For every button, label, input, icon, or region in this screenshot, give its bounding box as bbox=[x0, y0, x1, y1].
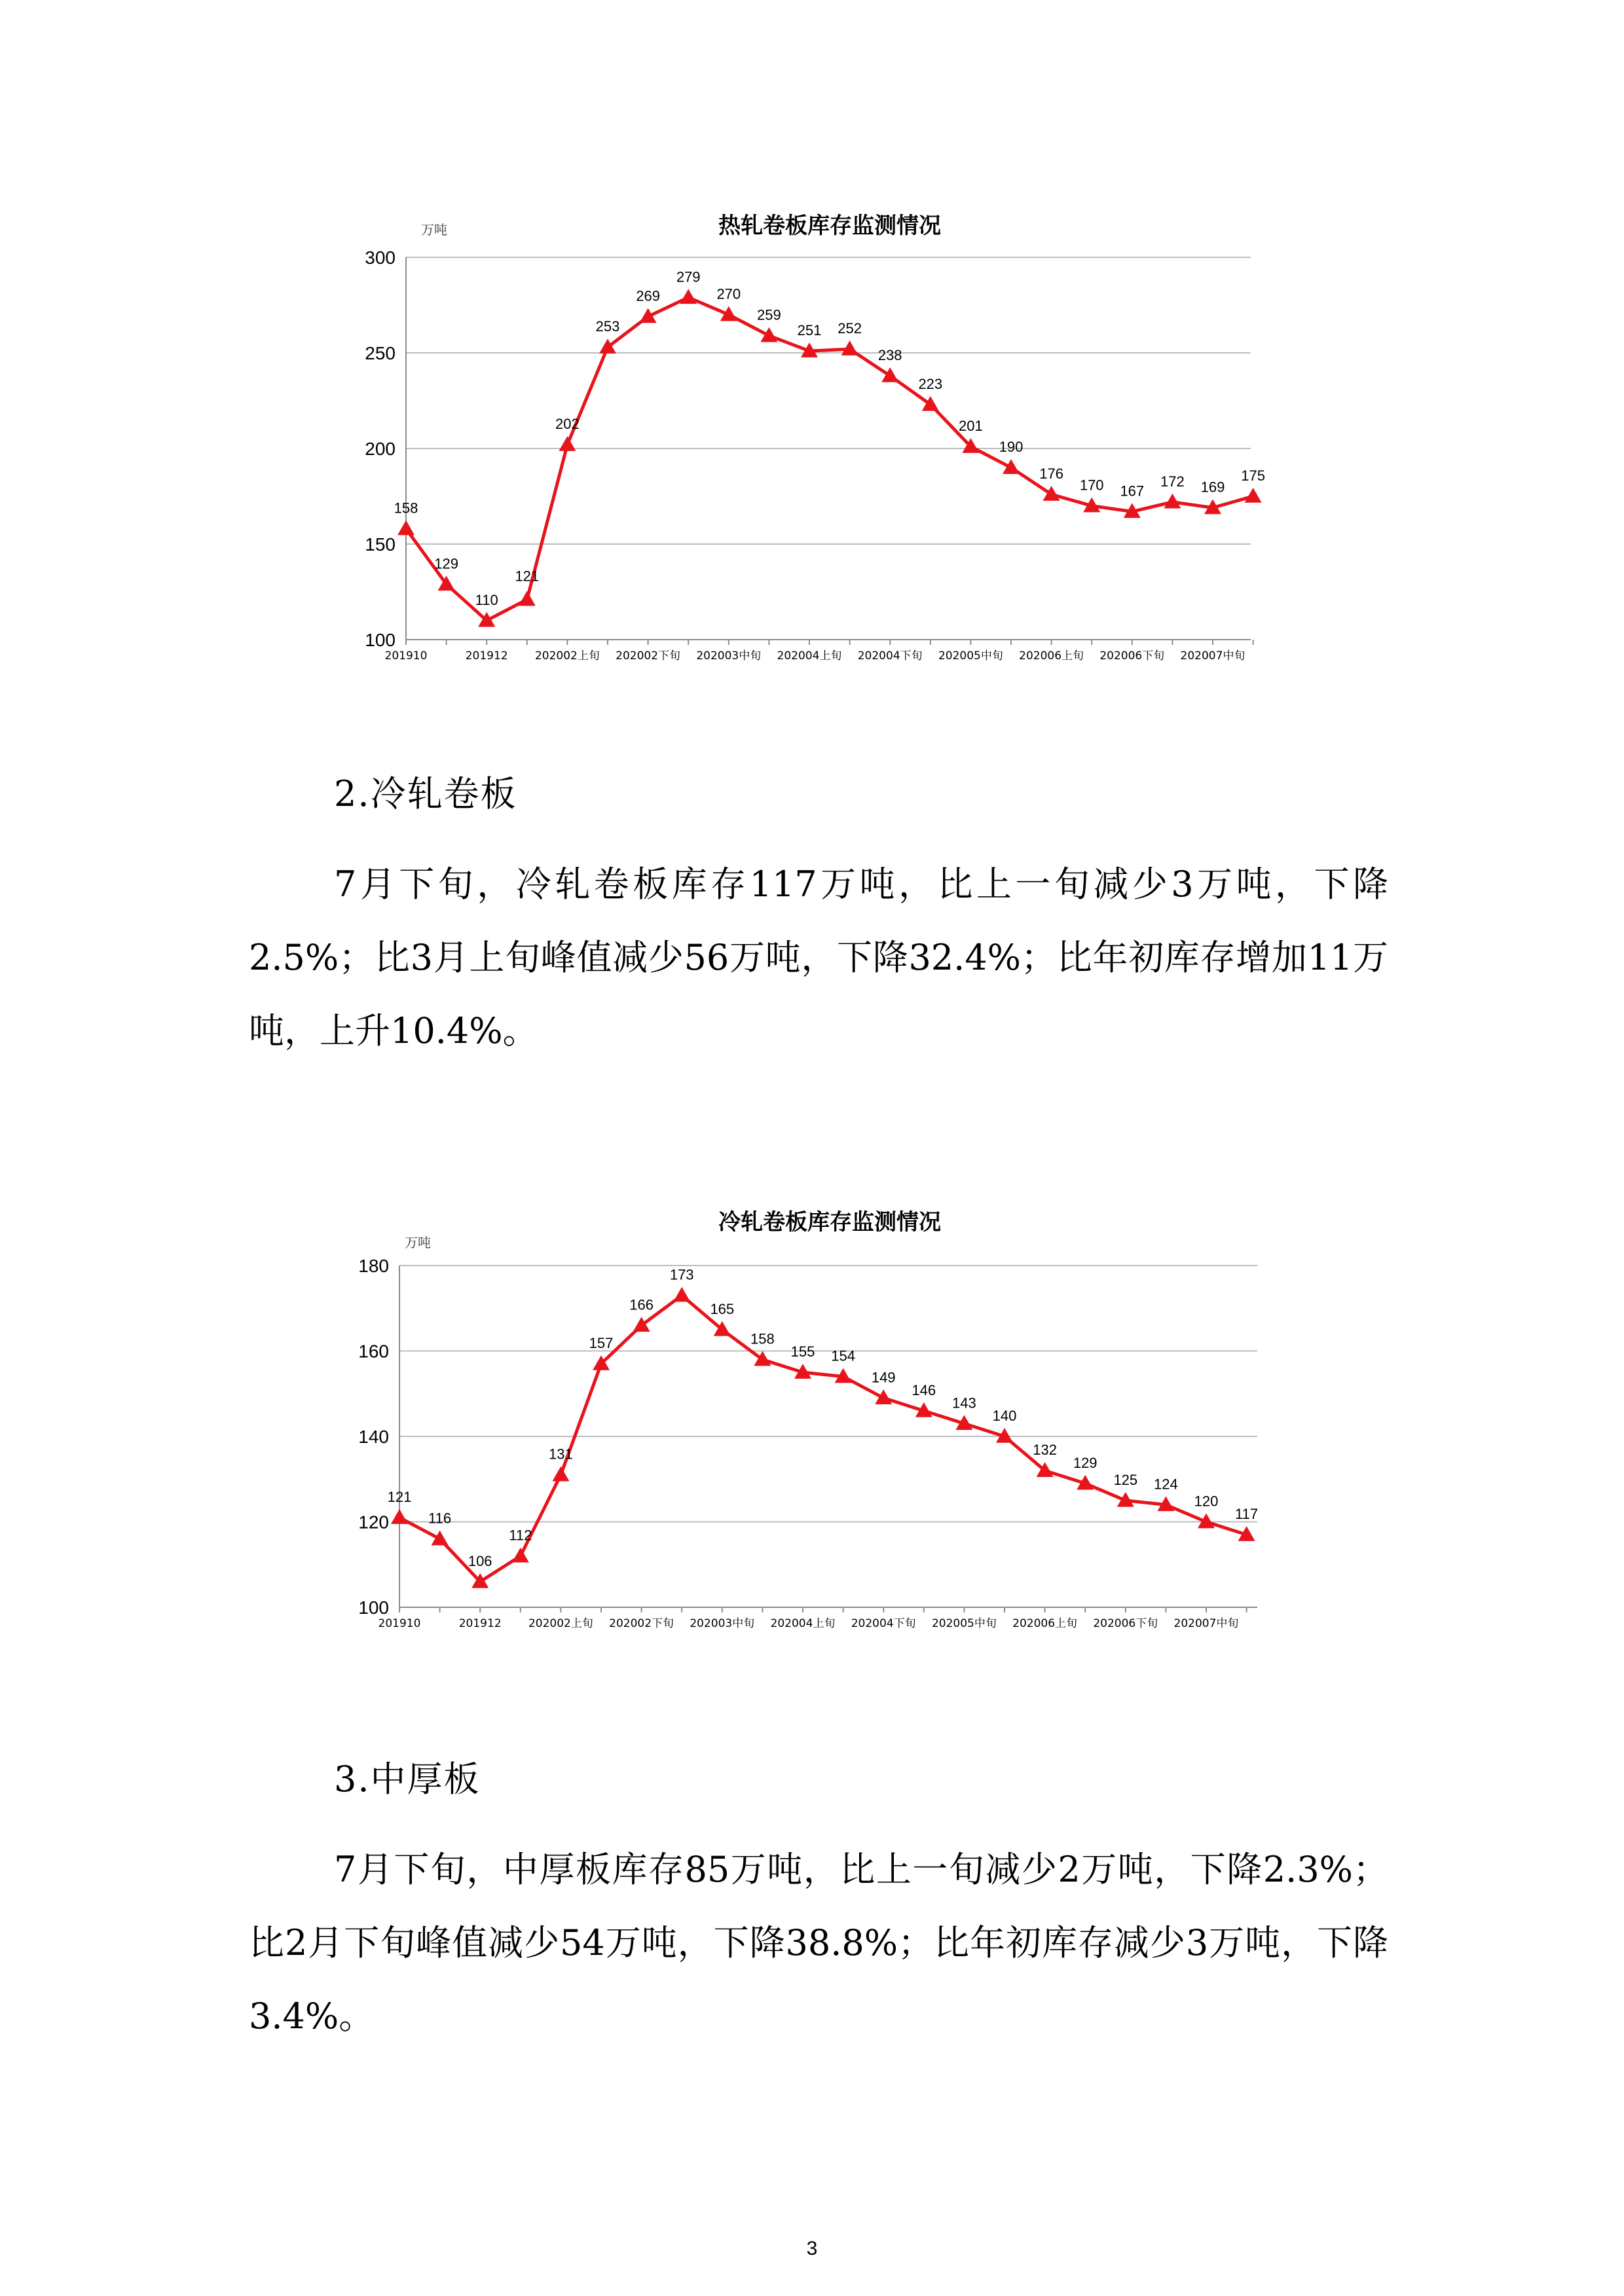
data-point-marker bbox=[519, 591, 536, 606]
data-label: 116 bbox=[428, 1510, 452, 1527]
y-tick-label: 150 bbox=[365, 534, 396, 555]
data-point-marker bbox=[1043, 486, 1060, 501]
data-label: 143 bbox=[952, 1394, 976, 1412]
data-label: 190 bbox=[999, 439, 1024, 456]
data-point-marker bbox=[922, 396, 939, 411]
x-tick-label: 202006上旬 bbox=[1019, 649, 1084, 663]
data-label: 167 bbox=[1120, 483, 1145, 500]
x-tick-label: 202004下旬 bbox=[857, 649, 923, 663]
y-tick-label: 140 bbox=[358, 1427, 389, 1447]
data-label: 251 bbox=[797, 322, 822, 339]
x-tick-label: 202006下旬 bbox=[1099, 649, 1165, 663]
data-point-marker bbox=[680, 289, 697, 304]
data-label: 252 bbox=[838, 320, 862, 337]
data-label: 169 bbox=[1200, 479, 1225, 496]
data-label: 117 bbox=[1235, 1506, 1259, 1523]
x-tick-label: 202007中旬 bbox=[1180, 649, 1246, 663]
data-label: 129 bbox=[1073, 1454, 1098, 1471]
data-label: 125 bbox=[1113, 1471, 1138, 1488]
section-heading-medium-plate: 3.中厚板 bbox=[334, 1758, 481, 1800]
x-tick-label: 202006上旬 bbox=[1012, 1617, 1078, 1630]
chart-title: 冷轧卷板库存监测情况 bbox=[718, 1209, 941, 1235]
section-body-cold-rolled: 7月下旬，冷轧卷板库存117万吨，比上一旬减少3万吨，下降2.5%；比3月上旬峰值减少56万吨，下降32.4%；比年初库存增加11万吨，上升10.4%。 bbox=[249, 864, 1388, 1051]
section-heading-cold-rolled: 2.冷轧卷板 bbox=[334, 773, 517, 814]
x-tick-label: 202003中旬 bbox=[690, 1617, 755, 1630]
data-label: 223 bbox=[918, 375, 943, 392]
data-point-marker bbox=[397, 520, 415, 536]
data-label: 146 bbox=[912, 1381, 936, 1398]
data-point-marker bbox=[512, 1548, 529, 1563]
data-label: 112 bbox=[509, 1527, 532, 1544]
data-point-marker bbox=[552, 1467, 569, 1482]
data-label: 259 bbox=[757, 306, 781, 323]
y-tick-label: 160 bbox=[358, 1341, 389, 1362]
x-tick-label: 202007中旬 bbox=[1173, 1617, 1239, 1630]
data-label: 149 bbox=[871, 1369, 896, 1386]
data-label: 106 bbox=[468, 1552, 492, 1569]
y-tick-label: 250 bbox=[365, 343, 396, 363]
y-tick-label: 120 bbox=[358, 1512, 389, 1533]
data-label: 166 bbox=[629, 1296, 654, 1313]
x-tick-label: 201910 bbox=[378, 1617, 421, 1630]
hot-rolled-coil-chart bbox=[354, 196, 1297, 681]
data-label: 158 bbox=[394, 500, 418, 517]
data-point-marker bbox=[760, 327, 777, 342]
x-tick-label: 201912 bbox=[458, 1617, 502, 1630]
data-point-marker bbox=[875, 1389, 892, 1404]
data-label: 165 bbox=[710, 1300, 735, 1317]
data-label: 129 bbox=[434, 555, 458, 572]
data-point-marker bbox=[559, 436, 576, 451]
y-tick-label: 100 bbox=[365, 630, 396, 650]
data-label: 121 bbox=[387, 1488, 412, 1505]
data-label: 124 bbox=[1154, 1476, 1178, 1493]
x-tick-label: 202002下旬 bbox=[616, 649, 681, 663]
hot-rolled-coil-chart-svg bbox=[354, 196, 1297, 681]
data-label: 120 bbox=[1194, 1493, 1219, 1510]
data-label: 157 bbox=[589, 1335, 614, 1352]
data-label: 253 bbox=[595, 318, 620, 335]
data-label: 201 bbox=[959, 418, 983, 435]
x-tick-label: 202006下旬 bbox=[1093, 1617, 1158, 1630]
y-tick-label: 180 bbox=[358, 1256, 389, 1276]
data-point-marker bbox=[1245, 488, 1262, 503]
data-label: 154 bbox=[831, 1347, 855, 1364]
data-point-marker bbox=[391, 1509, 408, 1524]
x-tick-label: 202002下旬 bbox=[609, 1617, 674, 1630]
page-number: 3 bbox=[806, 2238, 818, 2259]
data-label: 173 bbox=[669, 1266, 694, 1283]
y-axis-unit: 万吨 bbox=[405, 1235, 431, 1250]
y-tick-label: 300 bbox=[365, 247, 396, 268]
x-tick-label: 202004上旬 bbox=[777, 649, 842, 663]
data-point-marker bbox=[673, 1287, 690, 1302]
data-label: 172 bbox=[1160, 473, 1185, 490]
data-label: 175 bbox=[1241, 467, 1265, 484]
data-label: 176 bbox=[1039, 465, 1063, 483]
data-point-marker bbox=[432, 1531, 449, 1546]
data-label: 238 bbox=[877, 347, 902, 364]
y-tick-label: 100 bbox=[358, 1597, 389, 1618]
data-label: 140 bbox=[992, 1408, 1017, 1424]
data-label: 269 bbox=[636, 287, 660, 304]
data-label: 110 bbox=[475, 591, 498, 608]
data-label: 155 bbox=[790, 1343, 815, 1360]
chart-title: 热轧卷板库存监测情况 bbox=[718, 213, 941, 239]
data-label: 270 bbox=[716, 285, 741, 302]
x-tick-label: 201912 bbox=[465, 649, 508, 663]
data-label: 202 bbox=[555, 416, 580, 433]
y-tick-label: 200 bbox=[365, 439, 396, 459]
data-label: 170 bbox=[1079, 477, 1104, 494]
data-label: 279 bbox=[676, 268, 701, 285]
x-tick-label: 202003中旬 bbox=[696, 649, 762, 663]
x-tick-label: 201910 bbox=[384, 649, 428, 663]
x-tick-label: 202004下旬 bbox=[851, 1617, 916, 1630]
section-body-medium-plate: 7月下旬，中厚板库存85万吨，比上一旬减少2万吨，下降2.3%；比2月下旬峰值减少54万吨，下降38.8%；比年初库存减少3万吨，下降3.4%。 bbox=[249, 1849, 1388, 2037]
data-point-marker bbox=[1003, 459, 1020, 474]
y-axis-unit: 万吨 bbox=[421, 222, 447, 238]
x-tick-label: 202005中旬 bbox=[938, 649, 1003, 663]
x-tick-label: 202005中旬 bbox=[931, 1617, 997, 1630]
data-label: 121 bbox=[515, 568, 540, 585]
data-point-marker bbox=[881, 367, 898, 382]
cold-rolled-coil-chart-svg bbox=[354, 1192, 1297, 1656]
x-tick-label: 202002上旬 bbox=[534, 649, 600, 663]
x-tick-label: 202002上旬 bbox=[528, 1617, 593, 1630]
data-label: 132 bbox=[1033, 1442, 1057, 1459]
x-tick-label: 202004上旬 bbox=[770, 1617, 836, 1630]
cold-rolled-coil-chart bbox=[354, 1192, 1297, 1656]
data-label: 131 bbox=[549, 1446, 573, 1463]
data-point-marker bbox=[1164, 494, 1181, 509]
data-label: 158 bbox=[750, 1330, 775, 1347]
